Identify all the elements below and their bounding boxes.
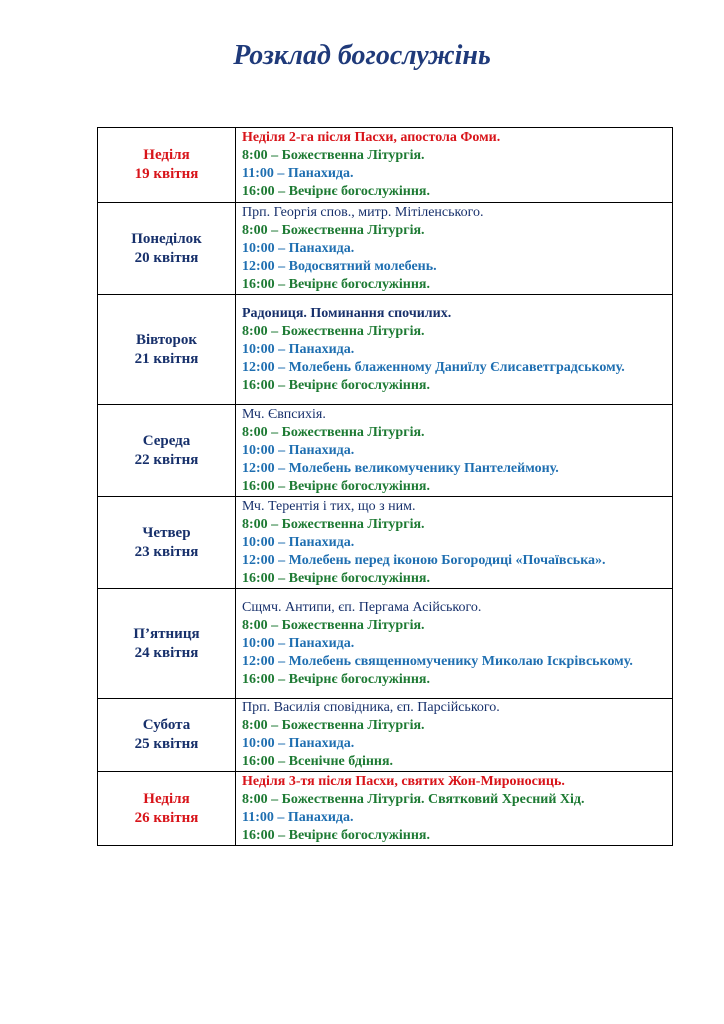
service-item: 16:00 – Вечірнє богослужіння. [242,276,431,292]
feast-description: Неділя 2-га після Пасхи, апостола Фоми. [242,130,501,145]
schedule-row [98,497,673,589]
day-name: П’ятниця [133,625,200,642]
day-date: 23 квітня [134,543,199,560]
events-cell [236,699,673,772]
events-cell [236,128,673,203]
day-name: Понеділок [131,230,202,247]
day-name: Вівторок [135,331,198,348]
events-cell [236,772,673,846]
service-item: 8:00 – Божественна Літургія. Святковий Хресний Хід. [242,791,585,807]
service-item: 8:00 – Божественна Літургія. [242,516,425,532]
day-date: 21 квітня [134,350,199,367]
service-item: 12:00 – Водосвятний молебень. [242,258,437,274]
page-title: Розклад богослужінь [233,40,491,71]
schedule-row [98,295,673,405]
service-item: 16:00 – Вечірнє богослужіння. [242,478,431,494]
service-item: 10:00 – Панахида. [242,635,355,651]
day-name: Субота [142,717,191,733]
day-date: 24 квітня [134,644,199,661]
service-item: 16:00 – Всенічне бдіння. [242,754,394,769]
schedule-row [98,772,673,846]
service-item: 8:00 – Божественна Літургія. [242,222,425,238]
service-item: 16:00 – Вечірнє богослужіння. [242,827,431,843]
events-cell [236,405,673,497]
day-name: Четвер [142,524,191,541]
service-item: 16:00 – Вечірнє богослужіння. [242,377,431,393]
schedule-body [98,128,673,846]
events-cell [236,497,673,589]
service-item: 11:00 – Панахида. [242,166,354,181]
day-date: 22 квітня [134,451,199,468]
service-item: 12:00 – Молебень блаженному Даниїлу Єлисаветградському. [242,359,625,375]
schedule-row [98,203,673,295]
events-cell [236,203,673,295]
service-item: 10:00 – Панахида. [242,736,355,751]
day-date: 19 квітня [134,166,199,182]
service-item: 10:00 – Панахида. [242,534,355,550]
service-item: 16:00 – Вечірнє богослужіння. [242,671,431,687]
schedule-row [98,589,673,699]
service-item: 8:00 – Божественна Літургія. [242,148,425,163]
service-item: 12:00 – Молебень перед іконою Богородиці «Почаївська». [242,552,606,568]
day-cell [98,405,236,497]
day-cell [98,497,236,589]
service-item: 8:00 – Божественна Літургія. [242,424,425,440]
day-date: 25 квітня [134,736,199,752]
feast-description: Прп. Георгія спов., митр. Мітіленського. [242,204,484,220]
day-name: Неділя [143,147,190,163]
schedule-row [98,405,673,497]
day-name: Середа [142,432,191,449]
service-item: 12:00 – Молебень великомученику Пантелеймону. [242,460,559,476]
schedule-row [98,128,673,203]
day-cell [98,128,236,203]
day-date: 20 квітня [134,249,199,266]
day-cell [98,589,236,699]
service-item: 8:00 – Божественна Літургія. [242,323,425,339]
events-cell [236,295,673,405]
day-date: 26 квітня [134,809,199,826]
service-item: 10:00 – Панахида. [242,240,355,256]
events-cell [236,589,673,699]
day-cell [98,699,236,772]
service-item: 11:00 – Панахида. [242,809,354,825]
day-name: Неділя [143,790,190,807]
service-item: 8:00 – Божественна Літургія. [242,617,425,633]
schedule-row [98,699,673,772]
service-item: 12:00 – Молебень священномученику Миколаю Іскрівському. [242,653,633,669]
service-item: 16:00 – Вечірнє богослужіння. [242,184,431,199]
feast-description: Сщмч. Антипи, єп. Пергама Асійського. [242,599,482,615]
service-item: 10:00 – Панахида. [242,341,355,357]
feast-description: Мч. Терентія і тих, що з ним. [242,498,416,514]
day-cell [98,772,236,846]
feast-description: Неділя 3-тя після Пасхи, святих Жон-Мироносиць. [242,773,565,789]
service-item: 8:00 – Божественна Літургія. [242,718,425,733]
feast-description: Радониця. Поминання спочилих. [242,305,452,321]
service-item: 16:00 – Вечірнє богослужіння. [242,570,431,586]
schedule-table [97,127,673,846]
feast-description: Мч. Євпсихія. [242,406,326,422]
service-item: 10:00 – Панахида. [242,442,355,458]
feast-description: Прп. Василія сповідника, єп. Парсійського. [242,700,500,715]
day-cell [98,203,236,295]
day-cell [98,295,236,405]
